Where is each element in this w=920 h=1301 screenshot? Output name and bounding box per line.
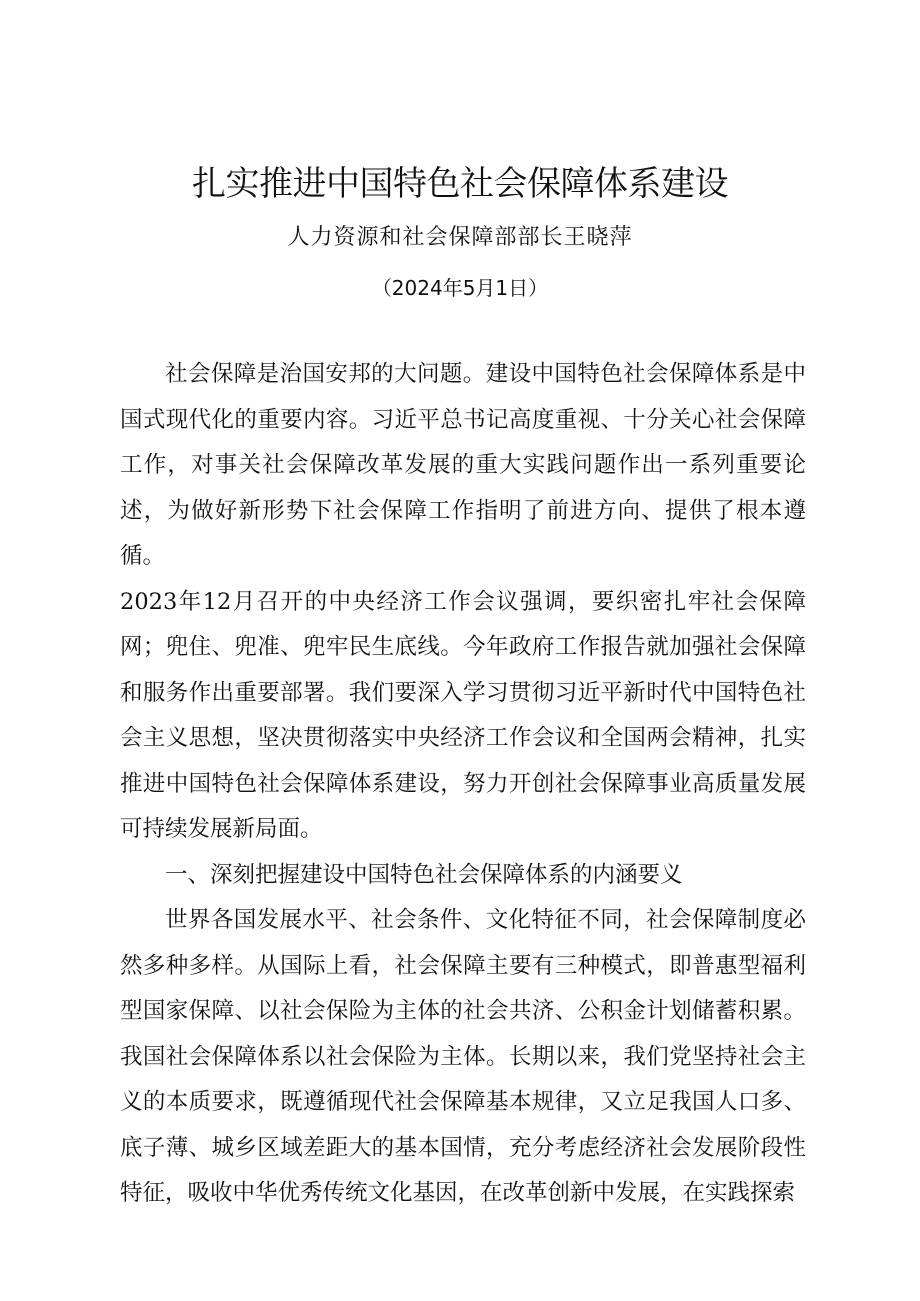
section-paragraph: 世界各国发展水平、社会条件、文化特征不同，社会保障制度必然多种多样。从国际上看，社会保障主要有三种模式，即普惠型福利型国家保障、以社会保险为主体的社会共济、公积金计划储蓄积累。我国社会保障体系以社会保险为主体。长期以来，我们党坚持社会主义的本质要求，既遵循现代社会保障基本规律，又立足我国人口多、底子薄、城乡区域差距大的基本国情，充分考虑经济社会发展阶段性特征，吸收中华优秀传统文化基因，在改革创新中发展，在实践探索 [120,907,806,1206]
document-author: 人力资源和社会保障部部长王晓萍 [287,225,633,250]
document-date: （2024年5月1日） [371,276,549,300]
document-body [120,352,806,1217]
section-heading: 一、深刻把握建设中国特色社会保障体系的内涵要义 [165,861,683,888]
document-title: 扎实推进中国特色社会保障体系建设 [192,164,728,204]
body-paragraph: 社会保障是治国安邦的大问题。建设中国特色社会保障体系是中国式现代化的重要内容。习近平总书记高度重视、十分关心社会保障工作，对事关社会保障改革发展的重大实践问题作出一系列重要论述，为做好新形势下社会保障工作指明了前进方向、提供了根本遵循。 [120,361,806,569]
body-paragraph: 2023年12月召开的中央经济工作会议强调，要织密扎牢社会保障网；兜住、兜准、兜牢民生底线。今年政府工作报告就加强社会保障和服务作出重要部署。我们要深入学习贯彻习近平新时代中国特色社会主义思想，坚决贯彻落实中央经济工作会议和全国两会精神，扎实推进中国特色社会保障体系建设，努力开创社会保障事业高质量发展可持续发展新局面。 [120,588,806,842]
